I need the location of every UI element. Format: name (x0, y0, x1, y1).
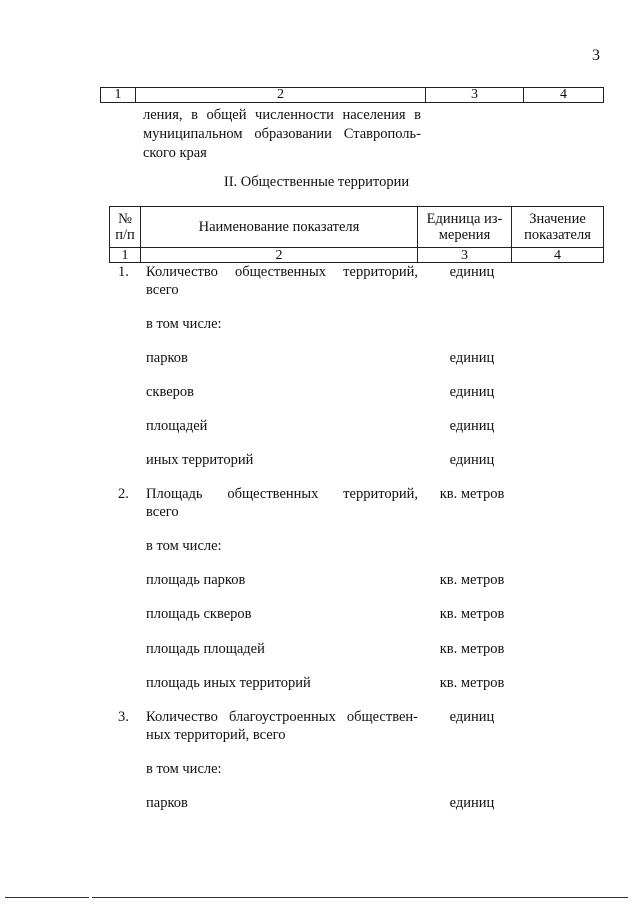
footer-rules (0, 897, 633, 899)
column-header-number: № п/п (110, 207, 141, 248)
text-line: ления, в общей численности населения в (143, 107, 421, 123)
footer-rule-left (5, 897, 89, 898)
continuation-header-table (100, 87, 604, 103)
row-unit: единиц (449, 384, 495, 400)
page-number: 3 (592, 47, 600, 64)
row-name: Количество благоустроенных обществен- (146, 709, 418, 725)
table-header-row (110, 207, 604, 248)
header-cell-3: 3 (426, 88, 524, 103)
row-unit: единиц (449, 418, 495, 434)
row-name: Площадь общественных территорий, (146, 486, 418, 502)
continuation-text (143, 106, 421, 163)
row-unit: кв. метров (439, 675, 505, 691)
row-unit: единиц (449, 709, 495, 725)
row-number: 1. (118, 264, 129, 280)
row-unit: кв. метров (439, 486, 505, 502)
row-unit: единиц (449, 350, 495, 366)
column-number-4: 4 (512, 248, 604, 263)
section-title: II. Общественные территории (223, 174, 410, 190)
column-number-3: 3 (418, 248, 512, 263)
row-name: иных территорий (146, 452, 254, 468)
row-number: 2. (118, 486, 129, 502)
row-unit: единиц (449, 795, 495, 811)
column-numbers-row (110, 248, 604, 263)
row-name: площадей (146, 418, 208, 434)
row-name: парков (146, 795, 188, 811)
header-cell-2: 2 (136, 88, 426, 103)
row-name: парков (146, 350, 188, 366)
row-unit: единиц (449, 452, 495, 468)
row-unit: единиц (449, 264, 495, 280)
column-number-2: 2 (141, 248, 418, 263)
row-unit: кв. метров (439, 641, 505, 657)
row-name: в том числе: (146, 538, 222, 554)
row-unit: кв. метров (439, 606, 505, 622)
row-name-continued: всего (146, 282, 179, 298)
text-line: муниципальном образовании Ставрополь- (143, 126, 421, 142)
row-name: в том числе: (146, 761, 222, 777)
row-name-continued: ных территорий, всего (146, 727, 286, 743)
row-name: площадь скверов (146, 606, 252, 622)
table-row (101, 88, 604, 103)
row-name: площадь площадей (146, 641, 265, 657)
row-name: Количество общественных территорий, (146, 264, 418, 280)
indicators-table-header (109, 206, 604, 263)
column-header-value: Значение показателя (512, 207, 604, 248)
row-name: скверов (146, 384, 195, 400)
row-unit: кв. метров (439, 572, 505, 588)
header-cell-1: 1 (101, 88, 136, 103)
row-name-continued: всего (146, 504, 179, 520)
row-name: площадь парков (146, 572, 246, 588)
column-number-1: 1 (110, 248, 141, 263)
footer-rule-right (92, 897, 628, 898)
column-header-name: Наименование показателя (141, 207, 418, 248)
text-line: ского края (143, 145, 207, 161)
column-header-unit: Единица из- мерения (418, 207, 512, 248)
header-cell-4: 4 (524, 88, 604, 103)
row-number: 3. (118, 709, 129, 725)
row-name: площадь иных территорий (146, 675, 311, 691)
row-name: в том числе: (146, 316, 222, 332)
